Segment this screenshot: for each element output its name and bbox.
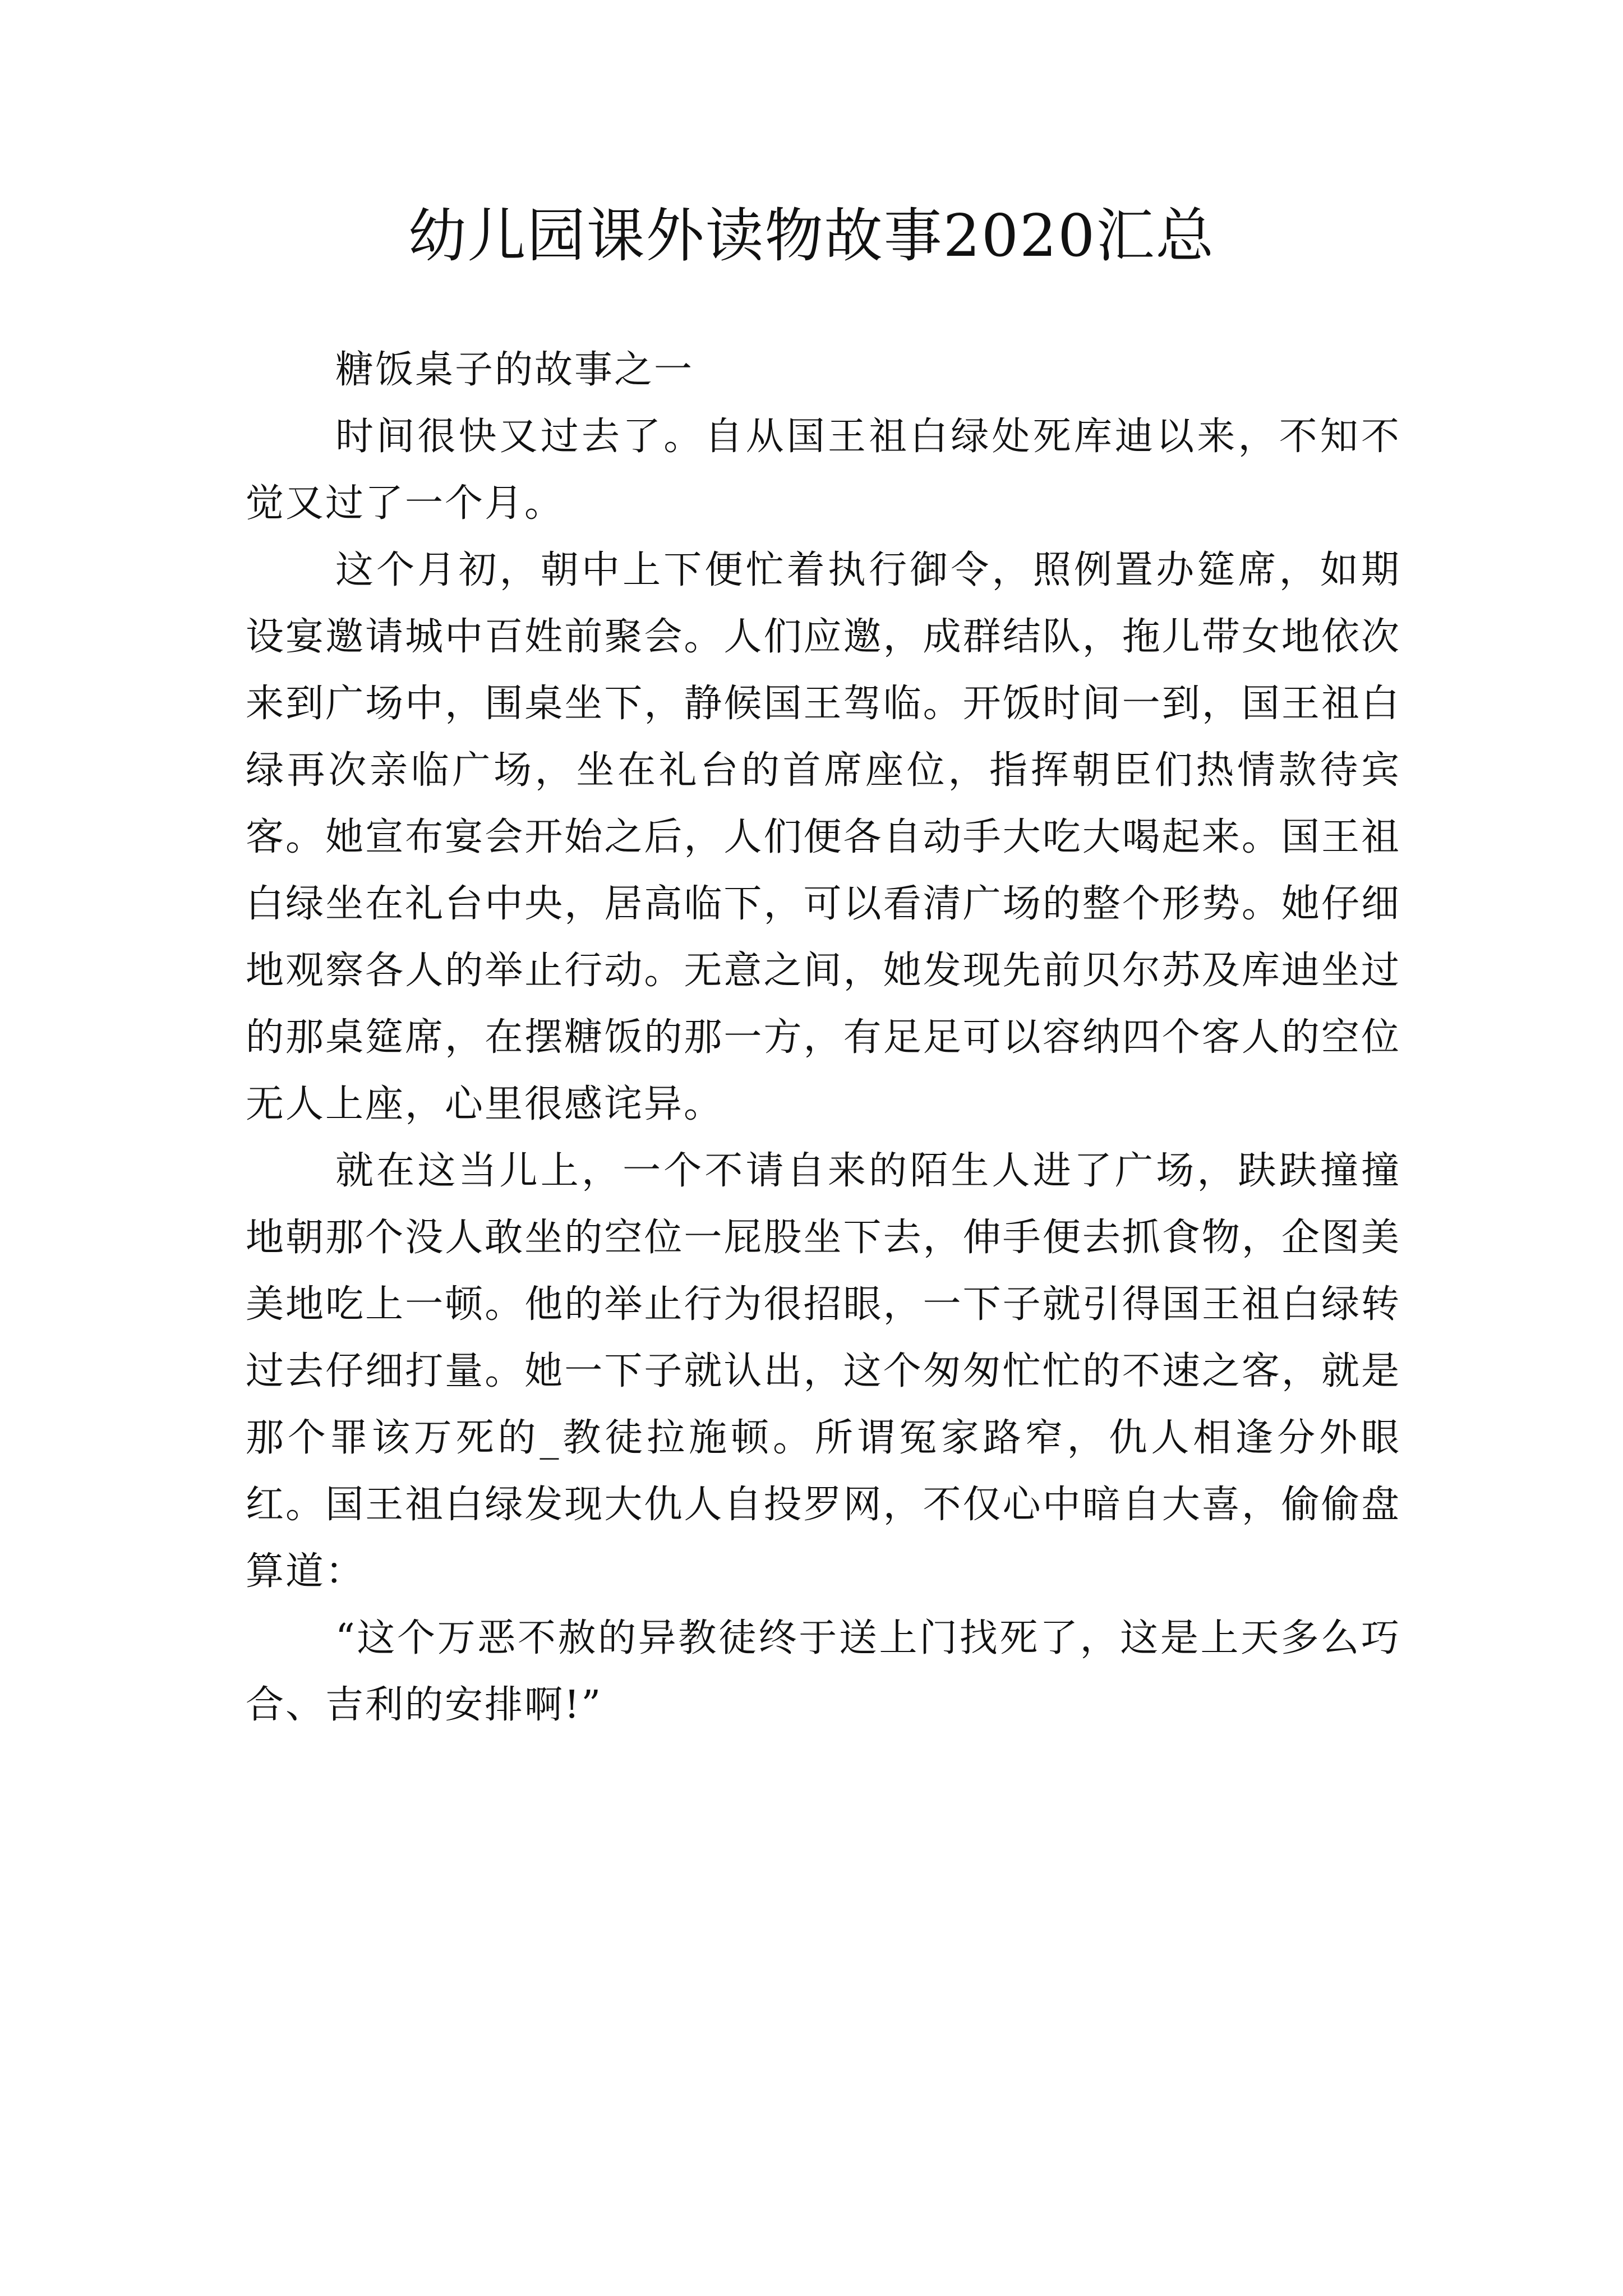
document-title: 幼儿园课外读物故事2020汇总 xyxy=(408,201,1215,270)
paragraph-4-quote: “这个万恶不赦的异教徒终于送上门找死了，这是上天多么巧合、吉利的安排啊!” xyxy=(246,1616,1401,1727)
document-body xyxy=(246,337,1401,1738)
paragraph-1: 时间很快又过去了。自从国王祖白绿处死库迪以来，不知不觉又过了一个月。 xyxy=(246,415,1401,526)
paragraph-2: 这个月初，朝中上下便忙着执行御令，照例置办筵席，如期设宴邀请城中百姓前聚会。人们应邀，成群结队，拖儿带女地依次来到广场中，围桌坐下，静候国王驾临。开饭时间一到，国王祖白绿再次亲临广场，坐在礼台的首席座位，指挥朝臣们热情款待宾客。她宣布宴会开始之后，人们便各自动手大吃大喝起来。国王祖白绿坐在礼台中央，居高临下，可以看清广场的整个形势。她仔细地观察各人的举止行动。无意之间，她发现先前贝尔苏及库迪坐过的那桌筵席，在摆糖饭的那一方，有足足可以容纳四个客人的空位无人上座，心里很感诧异。 xyxy=(246,548,1401,1126)
story-subtitle: 糖饭桌子的故事之一 xyxy=(335,348,694,392)
paragraph-3: 就在这当儿上，一个不请自来的陌生人进了广场，趺趺撞撞地朝那个没人敢坐的空位一屁股坐下去，伸手便去抓食物，企图美美地吃上一顿。他的举止行为很招眼，一下子就引得国王祖白绿转过去仔细打量。她一下子就认出，这个匆匆忙忙的不速之客，就是那个罪该万死的_教徒拉施顿。所谓冤家路窄，仇人相逢分外眼红。国王祖白绿发现大仇人自投罗网，不仅心中暗自大喜，偷偷盘算道： xyxy=(246,1149,1401,1594)
